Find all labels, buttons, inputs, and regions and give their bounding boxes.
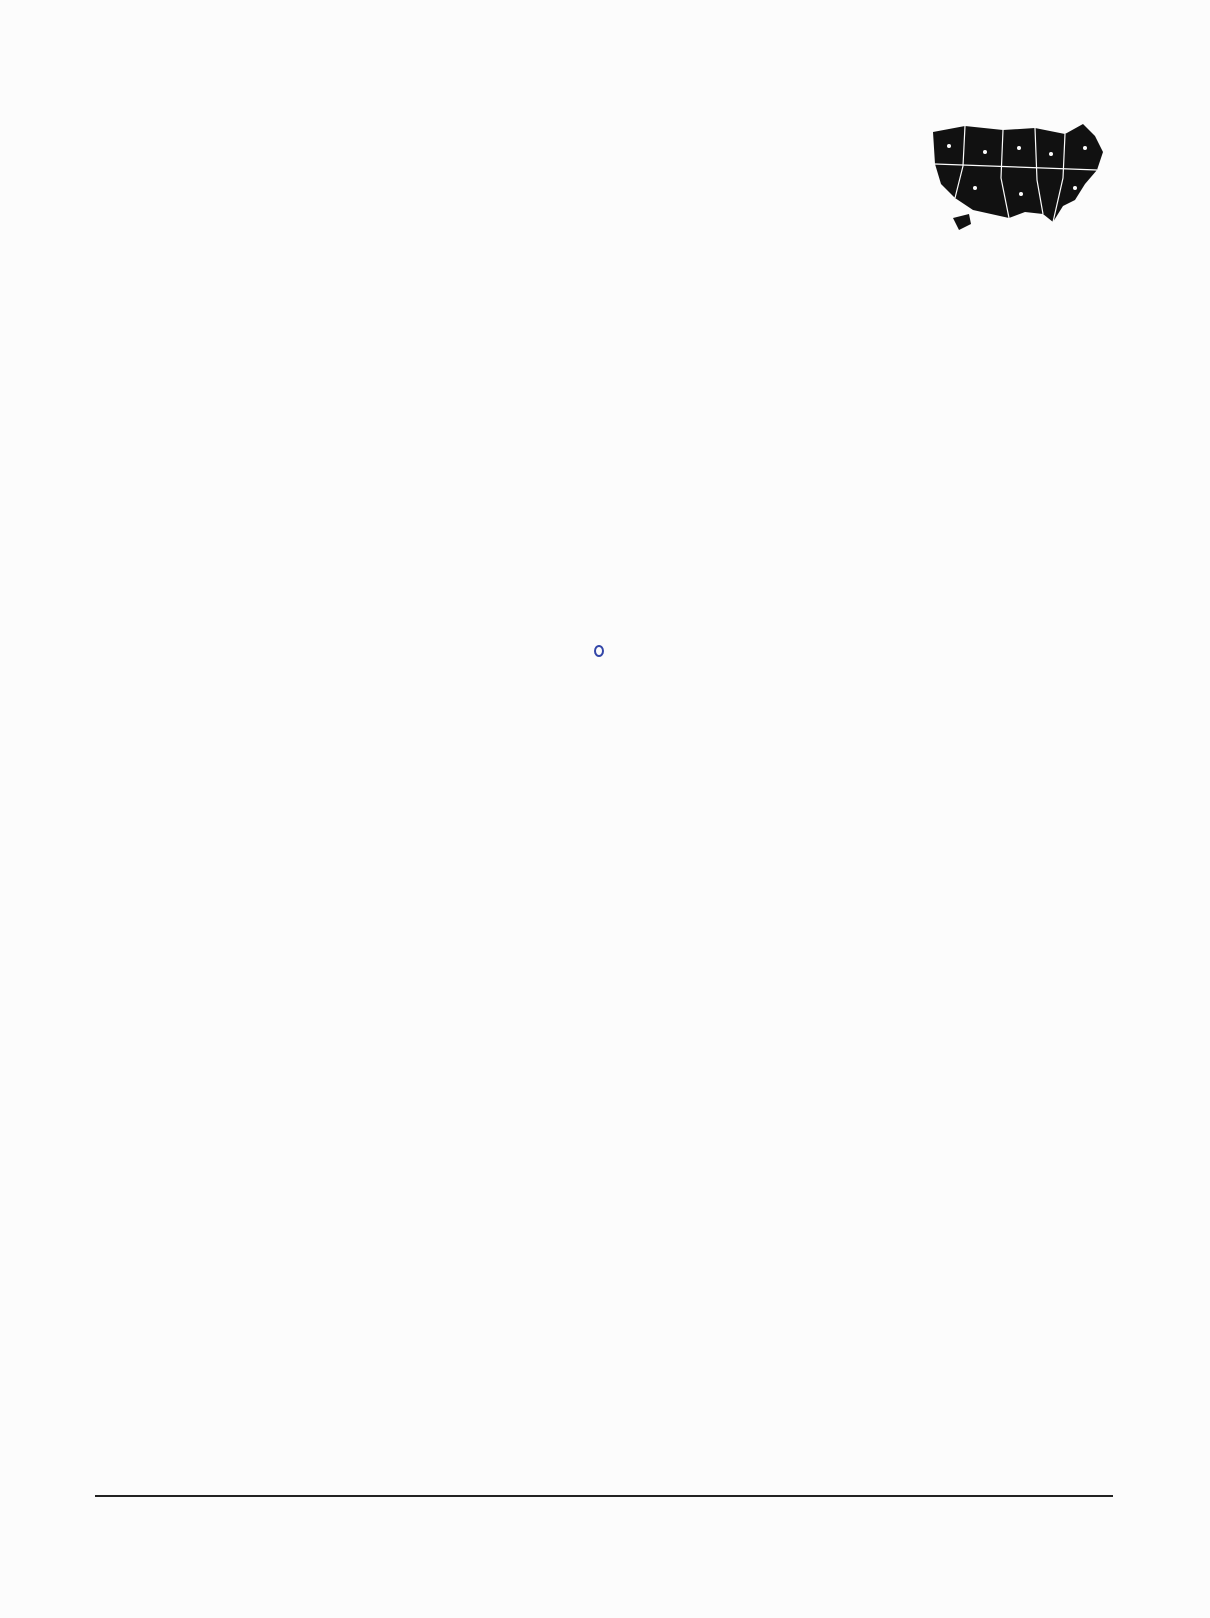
us-map-icon bbox=[925, 118, 1115, 238]
pen-mark bbox=[594, 645, 604, 657]
footer-rule bbox=[95, 1495, 1113, 1497]
